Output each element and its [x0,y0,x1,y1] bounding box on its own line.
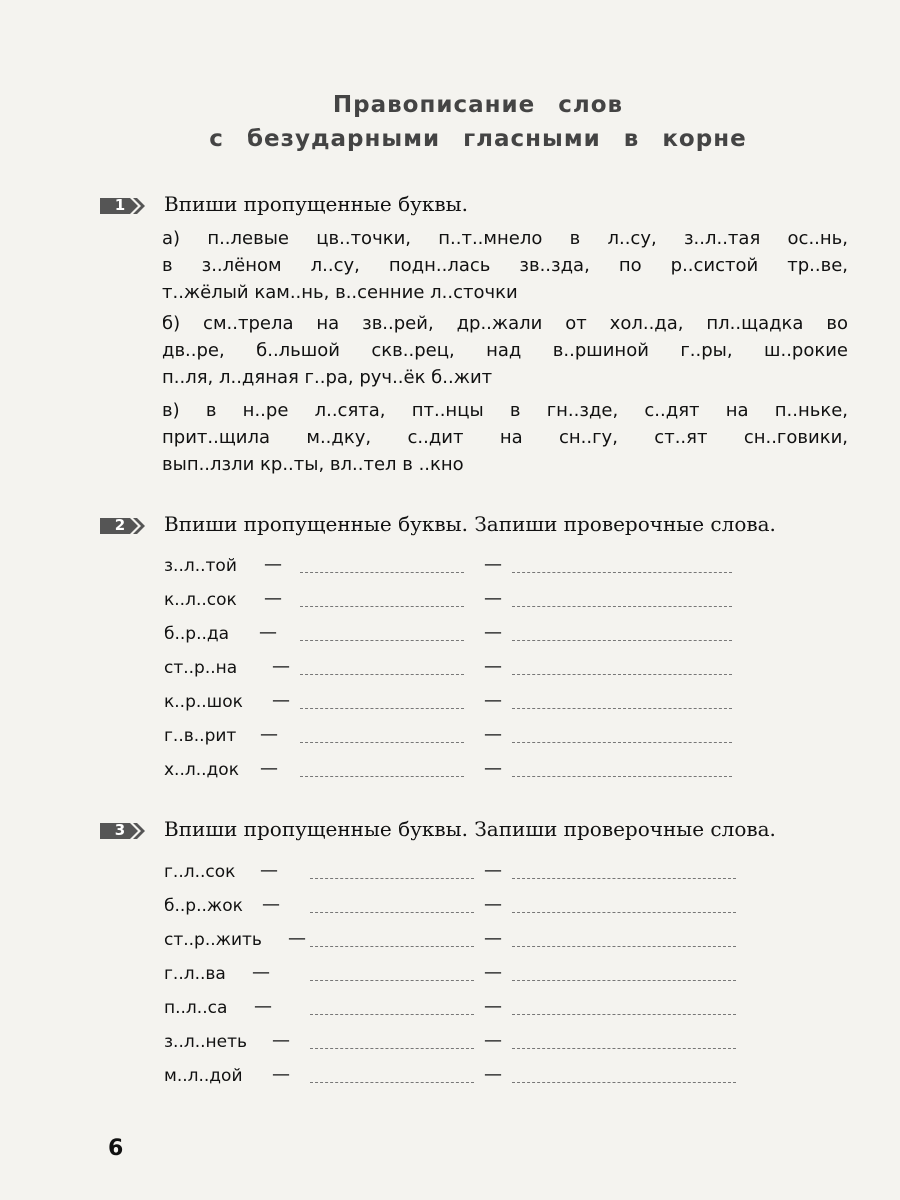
answer-blank[interactable] [310,980,474,981]
dash: — [484,962,502,983]
exercise-word: г..в..рит [164,726,237,746]
dash: — [262,894,280,915]
answer-blank[interactable] [300,606,464,607]
dash: — [484,724,502,745]
answer-blank[interactable] [512,606,732,607]
answer-blank[interactable] [310,1048,474,1049]
exercise-word: г..л..ва [164,964,226,984]
answer-row [164,1032,764,1060]
exercise-paragraph-a [162,225,848,306]
exercise-word: б..р..жок [164,896,243,916]
dash: — [260,724,278,745]
exercise-word: п..л..са [164,998,228,1018]
task-instruction: Впиши пропущенные буквы. Запиши проверочные слова. [164,817,776,841]
dash: — [484,928,502,949]
page-number: 6 [108,1136,124,1161]
paragraph-line: в з..лёном л..су, подн..лась зв..зда, по р..систой тр..ве, [162,255,848,276]
answer-blank[interactable] [512,572,732,573]
dash: — [264,588,282,609]
dash: — [484,588,502,609]
answer-blank[interactable] [512,980,736,981]
answer-row [164,590,764,618]
exercise-word: з..л..неть [164,1032,248,1052]
dash: — [484,758,502,779]
answer-row [164,556,764,584]
answer-blank[interactable] [512,640,732,641]
answer-blank[interactable] [512,776,732,777]
dash: — [272,1064,290,1085]
answer-row [164,726,764,754]
answer-blank[interactable] [310,1014,474,1015]
dash: — [484,690,502,711]
paragraph-line: а) п..левые цв..точки, п..т..мнело в л..су, з..л..тая ос..нь, [162,228,848,249]
dash: — [254,996,272,1017]
answer-blank[interactable] [512,708,732,709]
task-instruction: Впиши пропущенные буквы. Запиши проверочные слова. [164,512,776,536]
paragraph-line: прит..щила м..дку, с..дит на сн..гу, ст..ят сн..говики, [162,427,848,448]
exercise-word: ст..р..жить [164,930,262,950]
task-number: 3 [114,821,126,839]
dash: — [484,894,502,915]
dash: — [272,656,290,677]
exercise-word: з..л..той [164,556,237,576]
answer-blank[interactable] [300,708,464,709]
answer-blank[interactable] [300,742,464,743]
task-badge-1 [100,196,146,216]
answer-blank[interactable] [512,1082,736,1083]
exercise-word: м..л..дой [164,1066,243,1086]
answer-row [164,658,764,686]
answer-blank[interactable] [512,1048,736,1049]
answer-row [164,760,764,788]
dash: — [260,758,278,779]
dash: — [484,996,502,1017]
answer-blank[interactable] [300,640,464,641]
dash: — [260,860,278,881]
answer-blank[interactable] [300,776,464,777]
task-badge-3 [100,821,146,841]
answer-row [164,624,764,652]
answer-row [164,964,764,992]
dash: — [484,1030,502,1051]
dash: — [252,962,270,983]
task-instruction: Впиши пропущенные буквы. [164,192,468,216]
paragraph-line: т..жёлый кам..нь, в..сенние л..сточки [162,282,518,303]
exercise-paragraph-c [162,397,848,478]
answer-blank[interactable] [310,878,474,879]
answer-row [164,692,764,720]
paragraph-line: п..ля, л..дяная г..ра, руч..ёк б..жит [162,367,493,388]
paragraph-line: б) см..трела на зв..рей, др..жали от хол..да, пл..щадка во [162,313,848,334]
answer-blank[interactable] [512,946,736,947]
dash: — [484,554,502,575]
dash: — [272,1030,290,1051]
dash: — [484,656,502,677]
paragraph-line: в) в н..ре л..сята, пт..нцы в гн..зде, с..дят на п..ньке, [162,400,848,421]
exercise-word: б..р..да [164,624,230,644]
answer-blank[interactable] [310,946,474,947]
exercise-word: х..л..док [164,760,239,780]
answer-row [164,896,764,924]
task-number: 1 [114,196,126,214]
answer-blank[interactable] [512,878,736,879]
task-badge-2 [100,516,146,536]
answer-row [164,998,764,1026]
answer-row [164,930,764,958]
answer-blank[interactable] [300,674,464,675]
dash: — [264,554,282,575]
paragraph-line: дв..ре, б..льшой скв..рец, над в..ршиной г..ры, ш..рокие [162,340,848,361]
answer-blank[interactable] [300,572,464,573]
dash: — [288,928,306,949]
page-title-line-1: Правописание слов [332,92,624,118]
dash: — [259,622,277,643]
answer-blank[interactable] [310,912,474,913]
exercise-word: ст..р..на [164,658,238,678]
dash: — [484,860,502,881]
answer-row [164,1066,764,1094]
paragraph-line: вып..лзли кр..ты, вл..тел в ..кно [162,454,464,475]
exercise-word: к..р..шок [164,692,243,712]
task-number: 2 [114,516,126,534]
answer-row [164,862,764,890]
dash: — [272,690,290,711]
exercise-word: г..л..сок [164,862,236,882]
answer-blank[interactable] [512,674,732,675]
answer-blank[interactable] [310,1082,474,1083]
answer-blank[interactable] [512,912,736,913]
page-title-line-2: с безударными гласными в корне [209,126,747,152]
dash: — [484,1064,502,1085]
exercise-word: к..л..сок [164,590,237,610]
exercise-paragraph-b [162,310,848,391]
dash: — [484,622,502,643]
answer-blank[interactable] [512,742,732,743]
answer-blank[interactable] [512,1014,736,1015]
